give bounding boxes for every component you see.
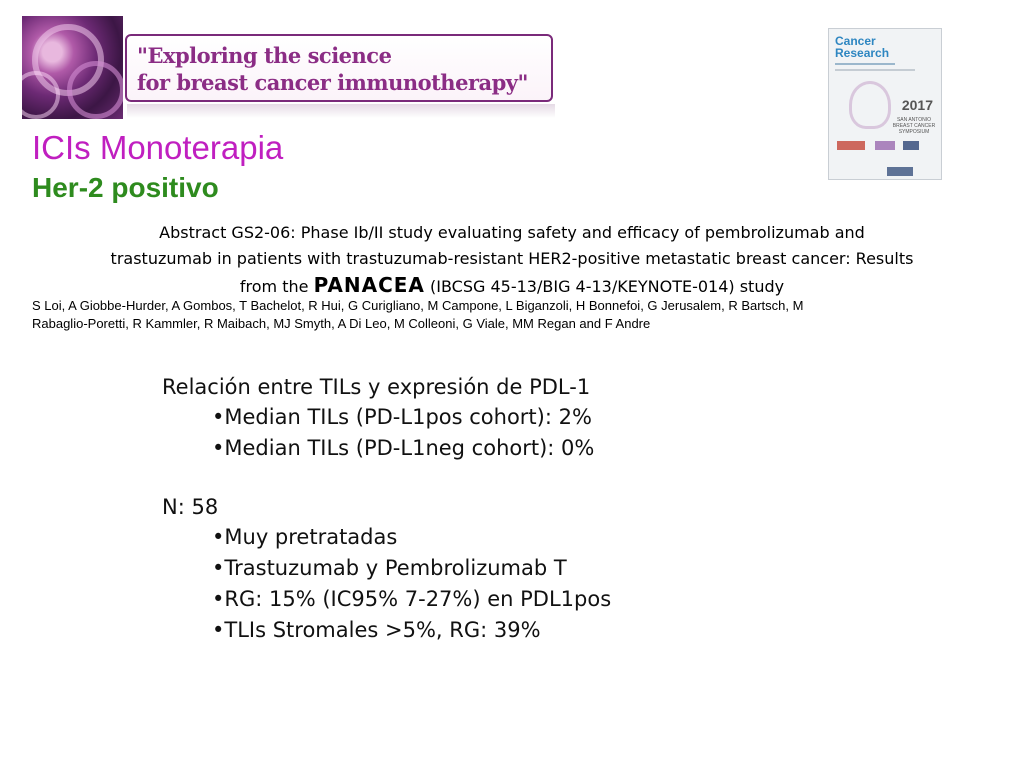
authors-line-2: Rabaglio-Poretti, R Kammler, R Maibach, MJ Smyth, A Di Leo, M Colleoni, G Viale, MM Regan and F Andre: [32, 316, 651, 331]
cover-year: 2017: [901, 97, 933, 113]
abstract-line-3: [20, 272, 1004, 300]
study-name: PANACEA: [313, 273, 425, 297]
abstract-line-1: Abstract GS2-06: Phase Ib/II study evaluating safety and efficacy of pembrolizumab and: [159, 223, 865, 242]
cover-symposium-logo: [849, 81, 891, 129]
header-art-image: [22, 16, 123, 119]
authors-line-1: S Loi, A Giobbe-Hurder, A Gombos, T Bachelot, R Hui, G Curigliano, M Campone, L Biganzoli, H Bonnefoi, G Jerusalem, R Bartsch, M: [32, 298, 804, 313]
cover-sponsor-logo: [837, 141, 865, 150]
slide-title: ICIs Monoterapia: [32, 129, 284, 166]
banner-line-1: "Exploring the science: [137, 43, 392, 68]
conference-banner: [125, 34, 553, 102]
cover-sponsor-logo: [887, 167, 913, 176]
section-heading-tils: Relación entre TILs y expresión de PDL-1: [162, 375, 591, 399]
cover-symposium-text: SAN ANTONIO BREAST CANCER SYMPOSIUM: [892, 117, 936, 135]
abstract-line-3-prefix: from the: [239, 277, 309, 296]
cover-journal-name: Cancer Research: [835, 34, 890, 60]
bullet-item: •Trastuzumab y Pembrolizumab T: [212, 556, 567, 580]
journal-cover-image: [828, 28, 942, 180]
section-heading-n: N: 58: [162, 495, 219, 519]
banner-line-2: for breast cancer immunotherapy": [137, 70, 528, 95]
abstract-line-3-suffix: (IBCSG 45-13/BIG 4-13/KEYNOTE-014) study: [430, 277, 785, 296]
bullet-item: •Median TILs (PD-L1pos cohort): 2%: [212, 405, 592, 429]
banner-reflection: [127, 104, 555, 118]
author-list: [32, 297, 992, 333]
bullet-item: •Median TILs (PD-L1neg cohort): 0%: [212, 436, 595, 460]
bullet-item: •Muy pretratadas: [212, 525, 398, 549]
cover-sponsor-logo: [903, 141, 919, 150]
banner-text: [137, 42, 528, 96]
bullet-item: •TLIs Stromales >5%, RG: 39%: [212, 618, 541, 642]
cover-sponsor-logo: [875, 141, 895, 150]
abstract-title: [20, 220, 1004, 300]
bullet-item: •RG: 15% (IC95% 7-27%) en PDL1pos: [212, 587, 612, 611]
abstract-line-2: trastuzumab in patients with trastuzumab-resistant HER2-positive metastatic breast cancer: Results: [110, 249, 914, 268]
slide-subtitle: Her-2 positivo: [32, 172, 219, 203]
